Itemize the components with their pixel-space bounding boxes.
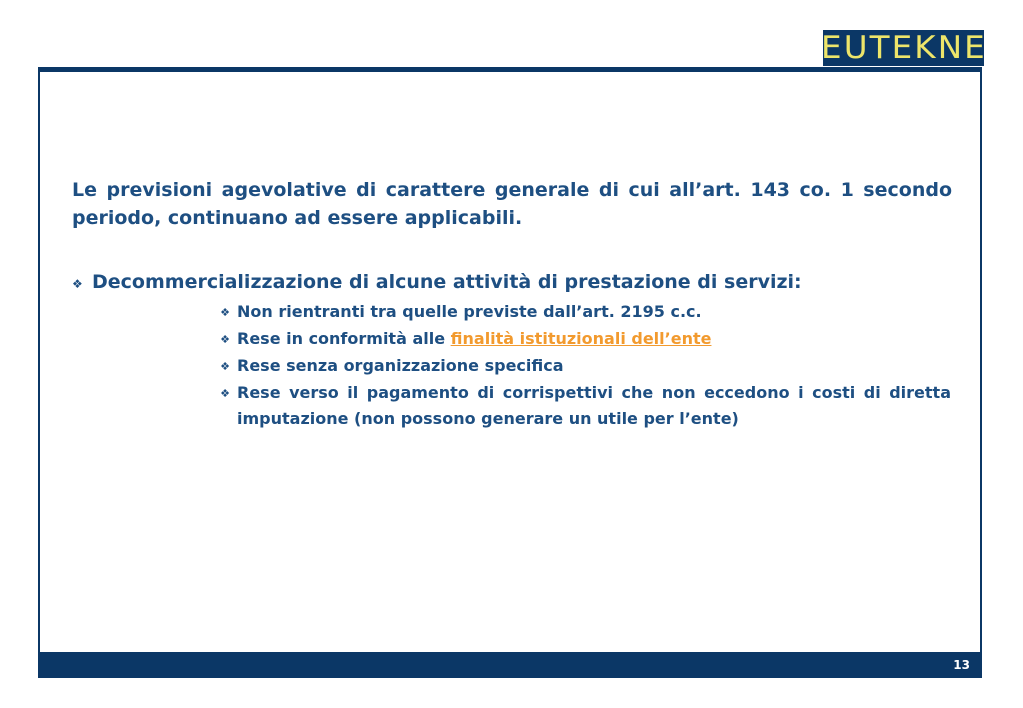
sub-bullet-list [213, 299, 951, 432]
list-item-text: Rese senza organizzazione specifica [237, 356, 564, 375]
intro-paragraph: Le previsioni agevolative di carattere generale di cui all’art. 143 co. 1 secondo periodo, continuano ad essere applicabili. [72, 179, 952, 229]
footer-bar [38, 652, 982, 678]
diamond-bullet-icon: ❖ [220, 360, 230, 373]
main-bullet-text: Decommercializzazione di alcune attività di prestazione di servizi: [92, 271, 802, 293]
diamond-bullet-icon: ❖ [220, 333, 230, 346]
list-item [213, 326, 951, 353]
list-item [213, 353, 951, 380]
list-item-text: Rese verso il pagamento di corrispettivi che non eccedono i costi di diretta imputazione (non possono generare un utile per l’ente) [237, 383, 951, 428]
institutional-purposes-link[interactable]: finalità istituzionali dell’ente [450, 329, 712, 348]
list-item-text [237, 326, 951, 352]
diamond-bullet-icon: ❖ [220, 306, 230, 319]
diamond-bullet-icon: ❖ [72, 277, 83, 291]
list-item [213, 380, 951, 432]
page-number: 13 [953, 658, 970, 672]
main-bullet-item [72, 268, 952, 298]
list-item-text-prefix: Rese in conformità alle [237, 329, 451, 348]
list-item [213, 299, 951, 326]
diamond-bullet-icon: ❖ [220, 387, 230, 400]
logo-text: EUTEKNE [820, 29, 987, 66]
list-item-text: Non rientranti tra quelle previste dall’art. 2195 c.c. [237, 302, 702, 321]
eutekne-logo [820, 29, 987, 66]
